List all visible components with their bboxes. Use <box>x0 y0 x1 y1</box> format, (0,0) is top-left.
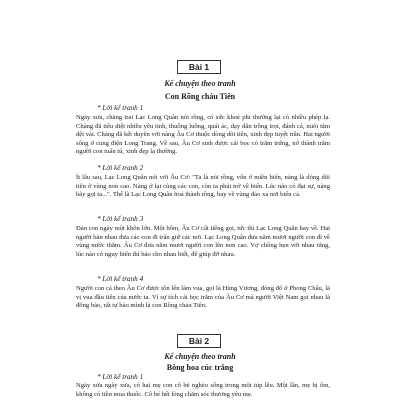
lesson-1-picture-4-label: * Lời kể tranh 4 <box>97 275 144 283</box>
lesson-1-title: Con Rồng cháu Tiên <box>164 92 236 101</box>
lesson-1-picture-1-text: Ngày xưa, chàng trai Lạc Long Quân nòi rồng, có sức khoẻ phi thường lại có nhiều phép lạ. Chàng đã tiêu diệt nhiều yêu tinh, thuồng luồng, quái ác, dạy dân trồng trọt, đánh cá, nuôi tằm dệt vải. Chàng đã kết duyên với nàng Âu Cơ thuộc dòng dõi tiên, xinh đẹp tuyệt trần. Hai người sống ở cung điện Long Trang. Về sau, Âu Cơ sinh được cái bọc có trăm trứng, nở thành trăm người con tuấn tú, xinh đẹp lạ thường. <box>76 114 330 156</box>
lesson-2-subtitle: Kể chuyện theo tranh <box>164 352 236 361</box>
lesson-1-picture-4-text: Người con cả theo Âu Cơ được tôn lên làm vua, gọi là Hùng Vương, đóng đô ở Phong Châu, là vị vua đầu tiên của nước ta. Vì sự tích cái bọc trăm của Âu Cơ mà người Việt Nam gọi nhau là đồng bào, rất tự hào mình là con Rồng cháu Tiên. <box>76 285 330 310</box>
lesson-1-badge: Bài 1 <box>177 60 221 74</box>
lesson-2-picture-1-label: * Lời kể tranh 1 <box>97 373 144 381</box>
lesson-1-subtitle: Kể chuyện theo tranh <box>164 79 236 88</box>
lesson-1-picture-3-text: Đàn con ngày một khôn lớn. Một hôm, Âu Cơ cất tiếng gọi, tức thì Lạc Long Quân bay về. Hai người bàn nhau đưa các con đi trấn giữ các nơi. Lạc Long Quân đưa năm mươi người con đi về vùng nước thẳm. Âu Cơ đưa năm mươi người con lên non cao. Vợ chồng hẹn với nhau rằng, lúc nào có nguy biến thì báo cho nhau biết, để giúp đỡ nhau. <box>76 225 330 258</box>
lesson-2-title: Bông hoa cúc trắng <box>166 363 234 372</box>
lesson-1-picture-2-text: Ít lâu sau, Lạc Long Quân nói với Âu Cơ: "Ta là nòi rồng, vốn ở miền biển, nàng là dòng dõi tiên ở vùng non cao. Nàng ở lại cùng các con, còn ta phải trở về biển. Lúc nào có đại sự, nàng hãy gọi ta...". Thế là Lạc Long Quân hoá thành rồng, bay về vùng đảo xa nơi biển cả. <box>76 174 330 199</box>
lesson-2-picture-1-text: Ngày xửa ngày xưa, có hai mẹ con cô bé nghèo sống trong một túp lều. Một lần, mẹ bị ốm, không có tiền mua thuốc. Cô bé hết lòng chăm sóc thương yêu mẹ. <box>76 382 330 398</box>
lesson-1-picture-1-label: * Lời kể tranh 1 <box>97 104 144 112</box>
lesson-1-picture-3-label: * Lời kể tranh 3 <box>97 215 144 223</box>
lesson-1-picture-2-label: * Lời kể tranh 2 <box>97 164 144 172</box>
lesson-2-badge: Bài 2 <box>177 334 221 348</box>
